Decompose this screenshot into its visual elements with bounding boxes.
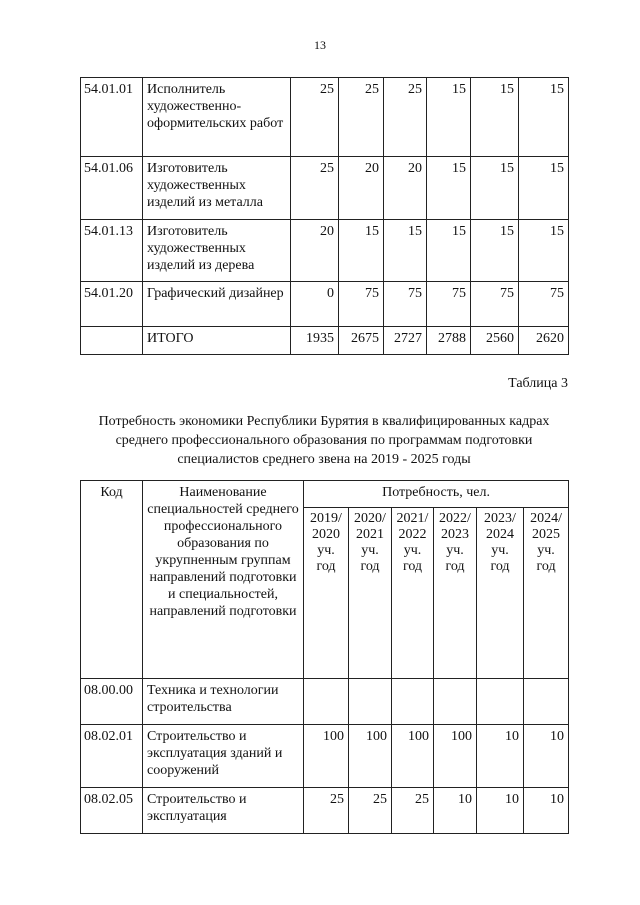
cell-value: 75	[339, 282, 384, 327]
need-header: Потребность, чел.	[304, 481, 569, 508]
year-header: 2022/ 2023 уч. год	[434, 508, 477, 679]
table-label: Таблица 3	[508, 376, 568, 391]
cell-value: 25	[291, 157, 339, 220]
table-row	[81, 157, 569, 220]
total-label: ИТОГО	[143, 327, 291, 355]
row-name: Изготовитель художественных изделий из дерева	[143, 220, 291, 282]
row-name: Строительство и эксплуатация	[143, 788, 304, 834]
cell-value	[477, 679, 524, 725]
row-name: Изготовитель художественных изделий из металла	[143, 157, 291, 220]
cell-value: 10	[524, 725, 569, 788]
row-name: Исполнитель художественно-оформительских работ	[143, 78, 291, 157]
cell-value: 25	[339, 78, 384, 157]
row-code: 54.01.13	[81, 220, 143, 282]
table-row	[81, 282, 569, 327]
year-header: 2019/ 2020 уч. год	[304, 508, 349, 679]
cell-value: 2560	[471, 327, 519, 355]
cell-value: 75	[471, 282, 519, 327]
row-code: 08.02.01	[81, 725, 143, 788]
cell-value: 100	[434, 725, 477, 788]
cell-value: 15	[519, 157, 569, 220]
row-code: 54.01.06	[81, 157, 143, 220]
cell-value	[304, 679, 349, 725]
row-code: 08.02.05	[81, 788, 143, 834]
table-row	[81, 788, 569, 834]
header-row	[81, 481, 569, 508]
cell-value: 20	[339, 157, 384, 220]
table-row	[81, 725, 569, 788]
cell-value: 10	[477, 788, 524, 834]
cell-value: 2620	[519, 327, 569, 355]
cell-value: 100	[304, 725, 349, 788]
cell-value: 15	[471, 157, 519, 220]
table-row	[81, 679, 569, 725]
row-name: Строительство и эксплуатация зданий и сооружений	[143, 725, 304, 788]
cell-value: 25	[291, 78, 339, 157]
cell-value: 15	[427, 157, 471, 220]
cell-value: 100	[392, 725, 434, 788]
year-header: 2024/ 2025 уч. год	[524, 508, 569, 679]
code-header: Код	[81, 481, 143, 679]
cell-value: 2788	[427, 327, 471, 355]
cell-value: 75	[427, 282, 471, 327]
cell-value: 15	[339, 220, 384, 282]
table-row	[81, 220, 569, 282]
year-header: 2021/ 2022 уч. год	[392, 508, 434, 679]
cell-value: 15	[471, 78, 519, 157]
row-code: 54.01.20	[81, 282, 143, 327]
cell-value: 2727	[384, 327, 427, 355]
cell-value: 75	[519, 282, 569, 327]
cell-value: 25	[349, 788, 392, 834]
cell-value: 20	[384, 157, 427, 220]
table-row	[81, 78, 569, 157]
table-title: Потребность экономики Республики Бурятия в квалифицированных кадрах среднего профессионального образования по программам подготовки специалистов среднего звена на 2019 - 2025 годы	[98, 414, 550, 467]
name-header: Наименование специальностей среднего профессионального образования по укрупненным группам направлений подготовки и специальностей, направлений подготовки	[143, 481, 304, 679]
cell-value: 1935	[291, 327, 339, 355]
total-row	[81, 327, 569, 355]
row-code: 08.00.00	[81, 679, 143, 725]
row-name: Графический дизайнер	[143, 282, 291, 327]
cell-value	[434, 679, 477, 725]
needs-table-continued	[80, 77, 569, 355]
cell-value: 25	[304, 788, 349, 834]
cell-value: 15	[471, 220, 519, 282]
needs-table	[80, 480, 569, 834]
page-number: 13	[314, 38, 326, 52]
cell-value: 25	[384, 78, 427, 157]
cell-value: 10	[477, 725, 524, 788]
cell-value	[524, 679, 569, 725]
cell-value: 100	[349, 725, 392, 788]
row-name: Техника и технологии строительства	[143, 679, 304, 725]
row-code	[81, 327, 143, 355]
cell-value: 2675	[339, 327, 384, 355]
cell-value	[392, 679, 434, 725]
cell-value: 25	[392, 788, 434, 834]
cell-value: 15	[427, 78, 471, 157]
cell-value: 15	[519, 78, 569, 157]
cell-value: 75	[384, 282, 427, 327]
cell-value: 20	[291, 220, 339, 282]
cell-value: 10	[434, 788, 477, 834]
cell-value	[349, 679, 392, 725]
cell-value: 0	[291, 282, 339, 327]
year-header: 2023/ 2024 уч. год	[477, 508, 524, 679]
cell-value: 15	[427, 220, 471, 282]
row-code: 54.01.01	[81, 78, 143, 157]
cell-value: 15	[384, 220, 427, 282]
cell-value: 15	[519, 220, 569, 282]
cell-value: 10	[524, 788, 569, 834]
year-header: 2020/ 2021 уч. год	[349, 508, 392, 679]
